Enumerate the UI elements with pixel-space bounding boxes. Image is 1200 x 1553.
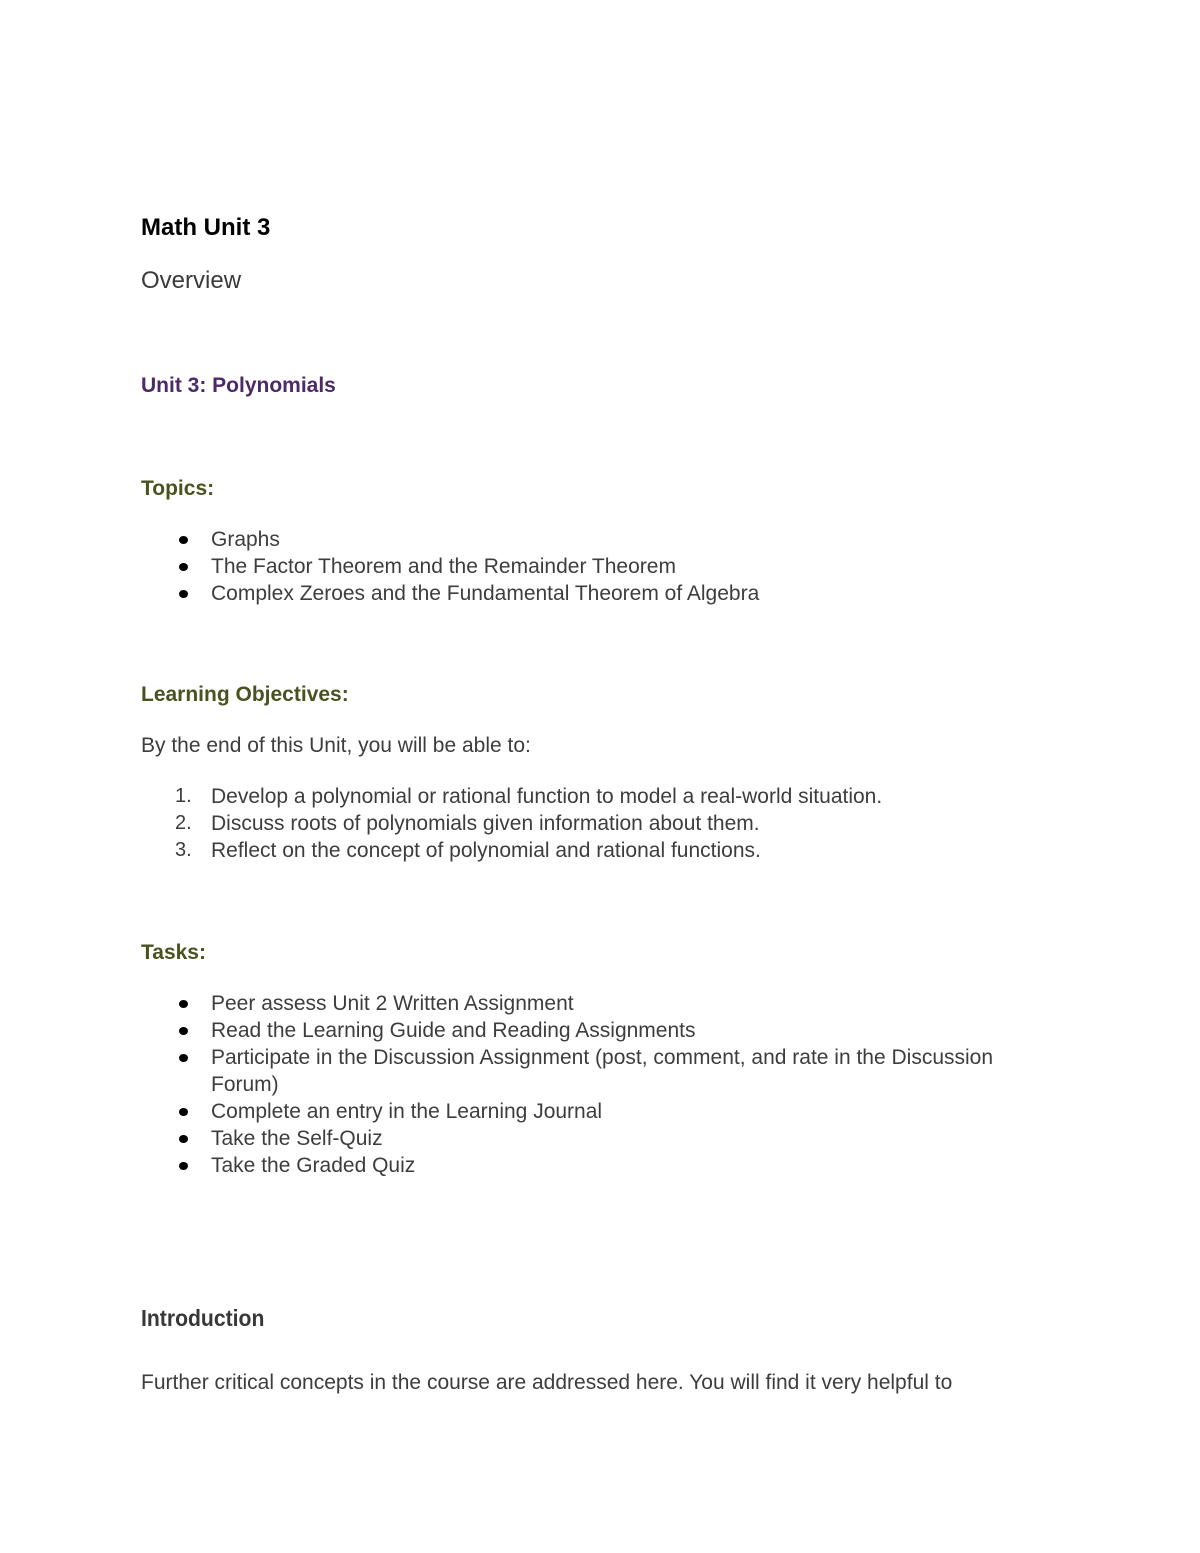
task-text: Read the Learning Guide and Reading Assignments xyxy=(211,1019,696,1042)
list-item xyxy=(141,1044,1021,1098)
topic-text: The Factor Theorem and the Remainder Theorem xyxy=(211,555,676,578)
list-item xyxy=(141,580,1021,607)
list-item xyxy=(141,783,1021,810)
unit-heading: Unit 3: Polynomials xyxy=(141,374,336,397)
objective-text: Develop a polynomial or rational function to model a real-world situation. xyxy=(211,785,883,808)
list-item xyxy=(141,526,1021,553)
topics-heading: Topics: xyxy=(141,477,215,500)
topics-list xyxy=(141,526,1021,607)
list-item xyxy=(141,837,1021,864)
task-text: Participate in the Discussion Assignment (post, comment, and rate in the Discussion Forum) xyxy=(211,1046,994,1096)
objectives-list xyxy=(141,783,1021,864)
bullet-icon xyxy=(179,1108,188,1116)
objective-text: Discuss roots of polynomials given information about them. xyxy=(211,812,760,835)
list-number: 1. xyxy=(175,785,192,807)
list-item xyxy=(141,990,1021,1017)
learning-objectives-heading: Learning Objectives: xyxy=(141,683,349,706)
task-text: Take the Self-Quiz xyxy=(211,1127,383,1150)
list-number: 2. xyxy=(175,812,192,834)
list-item xyxy=(141,1098,1021,1125)
objectives-intro: By the end of this Unit, you will be able to: xyxy=(141,734,531,757)
introduction-heading: Introduction xyxy=(141,1305,265,1331)
bullet-icon xyxy=(179,1162,188,1170)
topic-text: Graphs xyxy=(211,528,280,551)
bullet-icon xyxy=(179,590,188,598)
bullet-icon xyxy=(179,536,188,544)
bullet-icon xyxy=(179,1054,188,1062)
introduction-text: Further critical concepts in the course are addressed here. You will find it very helpful to xyxy=(141,1371,953,1394)
task-text: Complete an entry in the Learning Journal xyxy=(211,1100,603,1123)
list-item xyxy=(141,1017,1021,1044)
bullet-icon xyxy=(179,563,188,571)
tasks-list xyxy=(141,990,1021,1179)
overview-heading: Overview xyxy=(141,267,242,294)
document-title: Math Unit 3 xyxy=(141,214,271,241)
objective-text: Reflect on the concept of polynomial and rational functions. xyxy=(211,839,761,862)
list-item xyxy=(141,1125,1021,1152)
list-item xyxy=(141,553,1021,580)
task-text: Peer assess Unit 2 Written Assignment xyxy=(211,992,574,1015)
list-number: 3. xyxy=(175,839,192,861)
task-text: Take the Graded Quiz xyxy=(211,1154,416,1177)
topic-text: Complex Zeroes and the Fundamental Theorem of Algebra xyxy=(211,582,760,605)
list-item xyxy=(141,810,1021,837)
bullet-icon xyxy=(179,1027,188,1035)
bullet-icon xyxy=(179,1135,188,1143)
tasks-heading: Tasks: xyxy=(141,941,206,964)
list-item xyxy=(141,1152,1021,1179)
bullet-icon xyxy=(179,1000,188,1008)
